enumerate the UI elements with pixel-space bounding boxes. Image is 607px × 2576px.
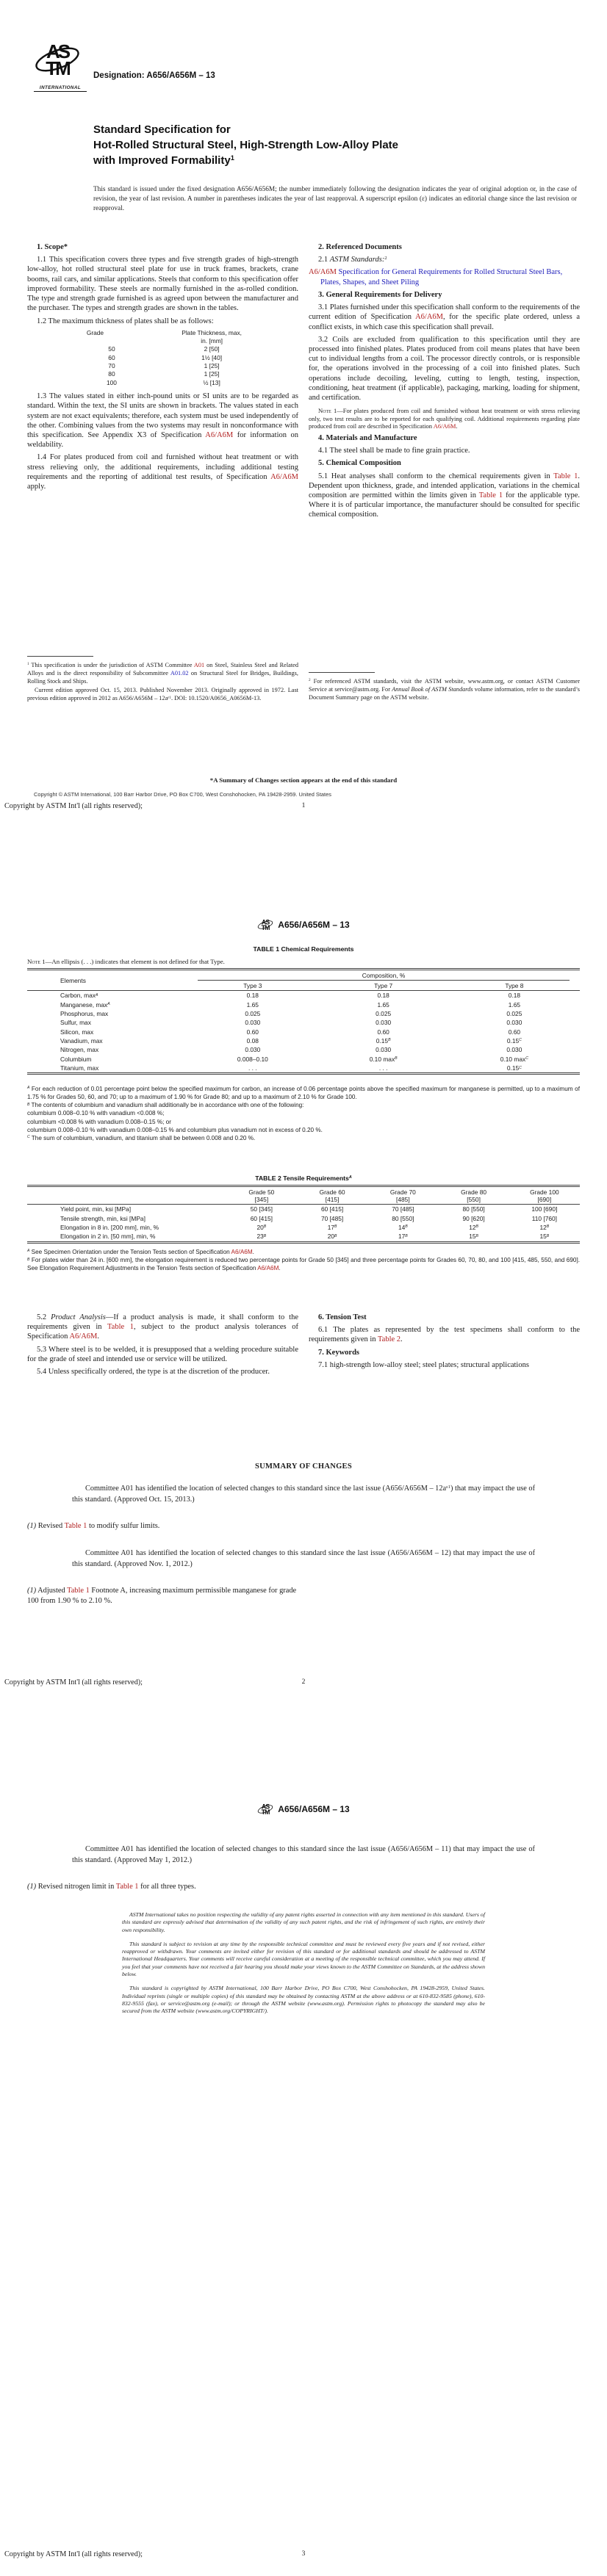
- table-cell: Silicon, max: [60, 1028, 94, 1036]
- table2-grade60-header: [297, 1186, 367, 1205]
- svg-text:AS: AS: [46, 40, 69, 62]
- table-row: [27, 1232, 580, 1242]
- table-cell: Columbium: [60, 1055, 92, 1063]
- svg-text:AS: AS: [262, 1803, 270, 1811]
- svg-text:TM: TM: [261, 1808, 270, 1816]
- table-cell: 0.60: [508, 1028, 521, 1036]
- table-cell: 1 [25]: [204, 362, 220, 370]
- table-cell: . . .: [248, 1064, 257, 1072]
- ref-link[interactable]: A6/A6M: [309, 268, 337, 277]
- composition-header-text: Composition, %: [198, 970, 570, 981]
- table1-type8-header: Type 8: [505, 981, 524, 989]
- text-segment: Committee A01 has identified the location of selected changes to this standard since the last issue (A656/A656M – 11) that may impact the use of this standard. (Approved May 1, 2012.): [72, 1845, 535, 1865]
- table-cell: 0.030: [376, 1019, 392, 1027]
- page2-header: [0, 917, 607, 932]
- legal-paragraph-revision: This standard is subject to revision at any time by the responsible technical committee and must be reviewed every five years and if not revised, either reapproved or withdrawn. Your comments are invited either for revision of this standard or for additional standards and should be addressed to ASTM International Headquarters. Your comments will receive careful consideration at a meeting of the responsible technical committee, which you may attend. If you feel that your comments have not received a fair hearing you should make your views known to the ASTM Committee on Standards, at the address shown below.: [122, 1940, 485, 1977]
- text-segment: A: [27, 1249, 30, 1254]
- text-segment: Product Analysis: [51, 1313, 106, 1321]
- title-line-1: Standard Specification for: [93, 123, 231, 136]
- text-segment: apply.: [27, 483, 46, 491]
- table-cell: $12^B$: [469, 1223, 478, 1231]
- ref-link[interactable]: A01: [193, 662, 205, 668]
- table-cell: $23^B$: [256, 1233, 267, 1241]
- table-row: [46, 379, 279, 387]
- table-cell: 70 [485]: [392, 1205, 414, 1213]
- grade-mpa: [690]: [537, 1195, 552, 1203]
- table-cell: $17^B$: [398, 1233, 408, 1241]
- text-segment: 2: [384, 255, 387, 261]
- table1-type3-header: Type 3: [243, 981, 262, 989]
- ref-link[interactable]: A6/A6M: [205, 431, 234, 440]
- grade-mpa: [550]: [467, 1195, 481, 1203]
- text-segment: For referenced ASTM standards, visit the ASTM website, www.astm.org, or contact ASTM Customer Service at service@astm.org. For: [309, 678, 580, 693]
- text-segment: ASTM Standards:: [329, 256, 385, 264]
- title-line-2: Hot-Rolled Structural Steel, High-Strength Low-Alloy Plate: [93, 139, 399, 151]
- table1-footnotes: [27, 1085, 580, 1142]
- ref-link[interactable]: Table 1: [115, 1883, 139, 1891]
- thickness-table-grade-header: Grade: [86, 328, 104, 336]
- table-cell: 1.65: [246, 1000, 259, 1009]
- table-cell: Vanadium, max: [60, 1037, 103, 1045]
- table-cell: Nitrogen, max: [60, 1046, 99, 1054]
- table-row: [46, 362, 279, 370]
- table-cell: $15^B$: [539, 1233, 550, 1241]
- note-1: [309, 407, 580, 430]
- text-segment: For each reduction of 0.01 percentage point below the specified maximum for carbon, an increase of 0.06 percentage points above the specified maximum for manganese is permitted, up to a maximum of 1.75 % for Grades 50, 60, and 70; up to a maximum of 1.90 % for Grade 80; and up to a maximum of 2.10 % for Grade 100.: [27, 1086, 580, 1101]
- text-segment: C: [27, 1135, 30, 1140]
- table-cell: 2 [50]: [204, 345, 220, 353]
- table-row: [27, 1036, 580, 1045]
- footnote-rule: [27, 656, 93, 657]
- table-row: [27, 1000, 580, 1009]
- paragraph-4-1: 4.1 The steel shall be made to fine grain practice.: [318, 447, 470, 455]
- text-segment: for information on weldability.: [27, 431, 298, 450]
- table-cell: 50 [345]: [250, 1205, 273, 1213]
- committee-note-2012: [72, 1548, 535, 1570]
- ref-link[interactable]: Table 1: [64, 1522, 87, 1530]
- page-number: 2: [301, 1678, 306, 1686]
- reference-a6: [309, 267, 580, 286]
- ref-link[interactable]: A6/A6M: [69, 1332, 98, 1341]
- referenced-documents-heading: 2. Referenced Documents: [318, 243, 402, 251]
- change-item-2013: [27, 1521, 301, 1531]
- table-cell: Titanium, max: [60, 1064, 99, 1072]
- table-cell: 0.60: [377, 1028, 389, 1036]
- table-row: [27, 1213, 580, 1222]
- page2-right-column: [309, 1313, 580, 1373]
- text-segment: with Improved Formability: [93, 154, 231, 167]
- text-segment: to modify sulfur limits.: [87, 1522, 160, 1530]
- table2-blank-header: [27, 1186, 226, 1205]
- ref-link[interactable]: A01.02: [170, 670, 189, 677]
- table-cell: $14^B$: [398, 1223, 408, 1231]
- svg-text:AS: AS: [262, 918, 270, 926]
- table2-footnotes: [27, 1248, 580, 1272]
- text-segment: Current edition approved Oct. 15, 2013. Published November 2013. Originally approved in 1972. Last previous edition approved in 2012 as A656/A656M – 12a: [27, 687, 298, 702]
- text-segment: (1): [27, 1587, 37, 1595]
- text-segment: This specification is under the jurisdiction of ASTM Committee: [29, 662, 194, 668]
- table-cell: 80 [550]: [392, 1214, 414, 1222]
- table-cell: Elongation in 2 in. [50 mm], min, %: [60, 1233, 156, 1241]
- table1-note: [27, 958, 580, 965]
- table-cell: ½ [13]: [203, 378, 220, 386]
- table-row: [27, 991, 580, 1000]
- paragraph-5-3: 5.3 Where steel is to be welded, it is presupposed that a welding procedure suitable for the grade of steel and intended use or service will be utilized.: [27, 1345, 298, 1363]
- grade-mpa: [345]: [254, 1195, 269, 1203]
- text-segment: Annual Book of ASTM Standards: [392, 686, 473, 693]
- header-designation: A656/A656M – 13: [278, 1804, 350, 1814]
- general-requirements-heading: 3. General Requirements for Delivery: [318, 290, 442, 299]
- astm-logo-icon: [257, 1802, 273, 1816]
- table-cell: Tensile strength, min, ksi [MPa]: [60, 1214, 146, 1222]
- text-segment: volume information, refer to the standard’s Document Summary page on the ASTM website.: [309, 686, 580, 701]
- paragraph-2-1: [309, 255, 580, 264]
- header-designation: A656/A656M – 13: [278, 920, 350, 930]
- table-cell: 0.030: [245, 1046, 261, 1054]
- table-row: [27, 1028, 580, 1036]
- table-row: [27, 1045, 580, 1054]
- table-row: [27, 1009, 580, 1018]
- table2-title: [0, 1175, 607, 1182]
- thickness-table-thickness-header: [144, 329, 279, 346]
- table1-footnote-b4: columbium 0.008–0.10 % with vanadium 0.008–0.15 % and columbium plus vanadium not in excess of 0.20 %.: [27, 1126, 323, 1133]
- paragraph-1-4: [27, 452, 298, 491]
- table-cell: 100 [690]: [531, 1205, 558, 1213]
- text-segment: B: [27, 1102, 30, 1107]
- astm-logo-icon: [257, 917, 273, 932]
- committee-note-2013: [72, 1483, 535, 1506]
- table-cell: 70: [108, 362, 115, 370]
- text-segment: Revised nitrogen limit in: [36, 1883, 116, 1891]
- page-number: 1: [301, 802, 306, 809]
- table-cell: $0.15^B$: [376, 1037, 391, 1045]
- table1-elements-header: Elements: [60, 976, 86, 984]
- paragraph-1-1: 1.1 This specification covers three types and five strength grades of high-strength low-alloy, hot rolled structural steel plate for use in truck frames, brackets, crane booms, rail cars, and similar applications. Steels that conform to this specification offer improved formability. These steels are normally furnished in the as-rolled condition. The type and strength grade furnished is as agreed upon between the manufacturer and the purchaser. The types and strength grades are shown in the tables.: [27, 256, 298, 313]
- page-2: [0, 859, 607, 1717]
- grade-label: Grade 60: [319, 1188, 345, 1196]
- legal-paragraph-copyright: This standard is copyrighted by ASTM International, 100 Barr Harbor Drive, PO Box C700, West Conshohocken, PA 19428-2959, United States. Individual reprints (single or multiple copies) of this standard may be obtained by contacting ASTM at the above address or at 610-832-9585 (phone), 610-832-9555 (fax), or service@astm.org (e-mail); or through the ASTM website (www.astm.org). Permission rights to photocopy the standard may also be secured from the ASTM website (www.astm.org/COPYRIGHT/).: [122, 1985, 485, 2015]
- page1-left-column: [27, 242, 298, 494]
- text-segment: B: [27, 1257, 30, 1262]
- paragraph-3-1: [309, 303, 580, 332]
- table-cell: 0.08: [246, 1037, 259, 1045]
- table-cell: $12^B$: [539, 1223, 550, 1231]
- paragraph-7-1: 7.1 high-strength low-alloy steel; steel plates; structural applications: [318, 1360, 529, 1369]
- table1-title: TABLE 1 Chemical Requirements: [253, 945, 354, 953]
- table-cell: 110 [760]: [531, 1214, 558, 1222]
- text-segment: Committee A01 has identified the location of selected changes to this standard since the last issue (A656/A656M – 12a: [85, 1484, 447, 1493]
- table2: [27, 1185, 580, 1244]
- ref-link[interactable]: Table 2: [378, 1335, 401, 1344]
- table-cell: 60 [415]: [250, 1214, 273, 1222]
- table-cell: Elongation in 8 in. [200 mm], min, %: [60, 1223, 159, 1231]
- text-segment: (1): [27, 1522, 37, 1530]
- text-segment: 1.3 The values stated in either inch-pound units or SI units are to be regarded as standard. Within the text, the SI units are shown in brackets. The values stated in each system are not exact equivalents; therefore, each system must be used independently of the other. Combining values from the two systems may result in nonconformance with this specification. See Appendix X3 of Specification: [27, 392, 298, 440]
- tension-test-heading: 6. Tension Test: [318, 1313, 367, 1321]
- table-cell: 1 [25]: [204, 370, 220, 378]
- title-line-3: [93, 153, 549, 168]
- table-cell: 0.030: [245, 1019, 261, 1027]
- table-row: [27, 1064, 580, 1074]
- paragraph-5-1: [309, 472, 580, 520]
- table2-grade70-header: [367, 1186, 438, 1205]
- svg-text:TM: TM: [46, 57, 69, 79]
- document-title: [93, 122, 549, 168]
- footnote-1: [27, 661, 298, 685]
- table-cell: $20^B$: [256, 1223, 267, 1231]
- table-cell: Manganese, $\max^A$: [60, 1000, 110, 1009]
- text-segment: .: [252, 1249, 254, 1255]
- table-cell: 0.025: [506, 1009, 522, 1017]
- text-segment: , subject to the product analysis tolerances of Specification: [27, 1323, 298, 1341]
- change-item-2012: [27, 1586, 301, 1606]
- text-segment: Note 1—: [27, 958, 52, 965]
- table-cell: Phosphorus, max: [60, 1009, 109, 1017]
- table-row: [27, 1223, 580, 1232]
- table1-footnote-b1: [27, 1101, 580, 1109]
- text-segment: Committee A01 has identified the location of selected changes to this standard since the last issue (A656/A656M – 12) that may impact the use of this standard. (Approved Nov. 1, 2012.): [72, 1549, 535, 1569]
- paragraph-1-2: 1.2 The maximum thickness of plates shall be as follows:: [37, 317, 214, 325]
- table-cell: 100: [106, 378, 117, 386]
- text-segment: 1: [230, 154, 234, 162]
- table-cell: 60 [415]: [320, 1205, 344, 1213]
- table-cell: Sulfur, max: [60, 1019, 91, 1027]
- text-segment: 1: [27, 662, 29, 667]
- table1-footnote-b3: columbium <0.008 % with vanadium 0.008–0.15 %; or: [27, 1118, 171, 1125]
- text-segment: See Specimen Orientation under the Tension Tests section of Specification: [29, 1249, 231, 1255]
- text-segment: for the applicable type. Where it is of particular importance, the manufacturer should be consulted for specific chemical composition.: [309, 491, 580, 519]
- grade-label: Grade 80: [461, 1188, 487, 1196]
- table-row: [27, 1018, 580, 1027]
- paragraph-1-3: [27, 392, 298, 450]
- chemical-composition-heading: 5. Chemical Composition: [318, 459, 401, 468]
- text-segment: For plates produced from coil and furnished without heat treatment or with stress relieving only, two test results are to be reported for each qualifying coil. Additional requirements regarding plate produced from coil are described in Specification: [309, 407, 581, 430]
- paragraph-3-2: 3.2 Coils are excluded from qualification to this specification until they are processed into finished plates. Plates produced from coil means plates that have been cut to individual lengths from a coil. The processor directly controls, or is responsible for, the operations involved in the processing of a coil into finished plates. Such operations include decoiling, leveling, cutting to length, testing, inspection, conditioning, heat treatment (if applicable), packaging, marking, loading for shipment, and certification.: [309, 335, 580, 403]
- designation: Designation: A656/A656M – 13: [93, 71, 215, 80]
- text-segment: An ellipsis (. . .) indicates that element is not defined for that Type.: [51, 958, 225, 965]
- text-segment: 1.4 For plates produced from coil and furnished without heat treatment or with stress relieving only, the additional requirements, including additional testing requirements and the reporting of additional test results, of Specification: [27, 453, 298, 481]
- table2-footnote-b: [27, 1256, 580, 1272]
- paragraph-6-1: [309, 1325, 580, 1344]
- text-segment: .: [97, 1332, 99, 1341]
- ref-link[interactable]: Table 1: [478, 491, 503, 499]
- ref-link[interactable]: Table 1: [67, 1587, 90, 1595]
- paragraph-5-4: 5.4 Unless specifically ordered, the type is at the discretion of the producer.: [37, 1368, 270, 1377]
- text-segment: .: [456, 422, 458, 430]
- table-cell: 60: [108, 353, 115, 361]
- table-cell: 0.030: [376, 1046, 392, 1054]
- svg-text:TM: TM: [261, 924, 270, 932]
- text-segment: .: [401, 1335, 403, 1344]
- astm-logo-icon: [34, 38, 81, 81]
- table1-footnote-b2: columbium 0.008–0.10 % with vanadium <0.008 %;: [27, 1110, 165, 1117]
- grade-label: Grade 50: [248, 1188, 275, 1196]
- table1-type7-header: Type 7: [374, 981, 393, 989]
- table-cell: $17^B$: [327, 1223, 337, 1231]
- footnote-2-block: [309, 672, 580, 702]
- ref-link[interactable]: A6/A6M: [257, 1265, 279, 1272]
- table2-grade80-header: [438, 1186, 509, 1205]
- table-cell: 80 [550]: [462, 1205, 485, 1213]
- table-cell: 0.60: [246, 1028, 259, 1036]
- paragraph-5-2: [27, 1313, 298, 1342]
- text-segment: 2.1: [318, 256, 330, 264]
- issued-note: This standard is issued under the fixed designation A656/A656M; the number immediately following the designation indicates the year of original adoption or, in the case of revision, the year of last revision. A number in parentheses indicates the year of last reapproval. A superscript epsilon (ε) indicates an editorial change since the last revision or reapproval.: [93, 186, 577, 213]
- table-row: [27, 1055, 580, 1064]
- table1-footnote-c: [27, 1134, 580, 1142]
- ref-link[interactable]: A6/A6M: [231, 1249, 253, 1255]
- text-segment: A: [27, 1086, 30, 1091]
- text-segment: A: [348, 1175, 352, 1180]
- legal-disclaimer-block: [122, 1911, 485, 2021]
- page-1: [0, 0, 607, 859]
- text-segment: (1): [27, 1883, 37, 1891]
- footnote-rule: [309, 672, 375, 673]
- ref-link[interactable]: Specification for General Requirements for Rolled Structural Steel Bars, Plates, Shapes, and Sheet Piling: [320, 268, 563, 286]
- table-cell: . . .: [378, 1064, 388, 1072]
- astm-logo-international-label: INTERNATIONAL: [34, 85, 87, 92]
- text-segment: for all three types.: [138, 1883, 196, 1891]
- text-segment: The contents of columbium and vanadium shall additionally be in accordance with one of the following:: [29, 1102, 304, 1109]
- page-3: [0, 1717, 607, 2576]
- table2-grade50-header: [226, 1186, 297, 1205]
- table-row: [46, 345, 279, 353]
- text-segment: . Dependent upon thickness, grade, and intended application, variations in the chemical composition are permitted within the limits given in: [309, 472, 580, 499]
- grade-label: Grade 70: [389, 1188, 416, 1196]
- text-segment: Adjusted: [36, 1587, 68, 1595]
- table-cell: 0.025: [245, 1009, 261, 1017]
- text-segment: TABLE 2 Tensile Requirements: [255, 1175, 349, 1182]
- text-segment: 3.1 Plates furnished under this specification shall conform to the requirements of the current edition of Specification: [309, 303, 580, 322]
- thickness-table: [46, 329, 279, 387]
- page1-right-column: [309, 242, 580, 523]
- table-cell: $15^B$: [469, 1233, 478, 1241]
- copyright-stamp: Copyright by ASTM Int'l (all rights reserved);: [4, 2550, 143, 2558]
- table-cell: 80: [108, 370, 115, 378]
- table-cell: 0.025: [376, 1009, 392, 1017]
- grade-mpa: [485]: [396, 1195, 410, 1203]
- footnote-1-block: [27, 656, 298, 704]
- change-item-2011: [27, 1882, 301, 1892]
- text-segment: ε1: [446, 1484, 450, 1490]
- table-cell: 0.10 $\max^B$: [369, 1055, 398, 1063]
- table-cell: 0.030: [506, 1019, 522, 1027]
- table-cell: 70 [485]: [320, 1214, 344, 1222]
- text-segment: ε1: [168, 695, 171, 700]
- text-segment: Note 1—: [318, 407, 343, 415]
- text-segment: For plates wider than 24 in. [600 mm], the elongation requirement is reduced two percentage points for Grade 50 [345] and three percentage points for Grades 60, 70, 80, and 100 [415, 485, 550, and 690]. See Elongation Requirement Adjustments in the Tension Tests section of Specification: [27, 1257, 580, 1272]
- table1-composition-header: [187, 970, 580, 981]
- text-segment: , for the specific plate ordered, unless a conflict exists, in which case this specification shall prevail.: [309, 313, 580, 331]
- text-segment: 6.1 The plates as represented by the test specimens shall conform to the requirements given in: [309, 1326, 580, 1344]
- astm-logo: [34, 38, 87, 92]
- ref-link[interactable]: A6/A6M: [415, 313, 444, 322]
- keywords-heading: 7. Keywords: [318, 1348, 359, 1357]
- text-segment: The sum of columbium, vanadium, and titanium shall be between 0.008 and 0.20 %.: [29, 1134, 256, 1141]
- text-segment: 5.1 Heat analyses shall conform to the chemical requirements given in: [318, 472, 554, 480]
- footnote-2: [309, 677, 580, 701]
- table-cell: 1½ [40]: [201, 353, 223, 361]
- ref-link[interactable]: A6/A6M: [433, 422, 456, 430]
- materials-heading: 4. Materials and Manufacture: [318, 433, 417, 442]
- table-cell: 90 [620]: [462, 1214, 485, 1222]
- page-number: 3: [301, 2550, 306, 2558]
- table-cell: 0.008–0.10: [237, 1055, 268, 1063]
- table1-footnote-a: [27, 1085, 580, 1101]
- text-segment: on Steel, Stainless Steel and Related Alloys and is the direct responsibility of Subcommittee: [27, 662, 298, 677]
- table-cell: $20^B$: [327, 1233, 337, 1241]
- text-segment: Footnote A, increasing maximum permissible manganese for grade 100 from 1.90 % to 2.10 %.: [27, 1587, 297, 1605]
- thickness-header-line1: Plate Thickness, max,: [182, 328, 243, 336]
- copyright-address: Copyright © ASTM International, 100 Barr Harbor Drive, PO Box C700, West Conshohocken, PA 19428-2959. United States: [34, 791, 331, 798]
- table-cell: Carbon, $\max^A$: [60, 992, 98, 1000]
- scope-heading: 1. Scope*: [37, 243, 68, 251]
- text-segment: on Structural Steel for Bridges, Buildings, Rolling Stock and Ships.: [27, 670, 298, 685]
- table-cell: 1.65: [508, 1000, 521, 1009]
- table-cell: 0.10 $\max^C$: [500, 1055, 528, 1063]
- table-cell: 50: [108, 345, 115, 353]
- grade-label: Grade 100: [530, 1188, 559, 1196]
- text-segment: ) that may impact the use of this standard. (Approved Oct. 15, 2013.): [72, 1484, 535, 1504]
- text-segment: .: [279, 1265, 281, 1272]
- table-cell: $0.15^C$: [506, 1064, 522, 1072]
- text-segment: Revised: [36, 1522, 65, 1530]
- footnote-1b: [27, 686, 298, 702]
- table-cell: 1.65: [377, 1000, 389, 1009]
- table-row: [27, 1205, 580, 1214]
- table2-grade100-header: [509, 1186, 580, 1205]
- table-cell: 0.030: [506, 1046, 522, 1054]
- text-segment: 5.2: [37, 1313, 51, 1321]
- table-cell: $0.15^C$: [506, 1037, 522, 1045]
- committee-note-2011: [72, 1844, 535, 1866]
- text-segment: —If a product analysis is made, it shall conform to the requirements given in: [27, 1313, 298, 1332]
- summary-star-line: *A Summary of Changes section appears at the end of this standard: [209, 776, 398, 784]
- page2-left-column: [27, 1313, 298, 1379]
- text-segment: . DOI: 10.1520/A0656_A0656M-13.: [170, 695, 262, 702]
- page3-header: [0, 1802, 607, 1816]
- table-row: [46, 354, 279, 362]
- table1: [27, 968, 580, 1075]
- thickness-header-line2: in. [mm]: [201, 337, 223, 345]
- text-segment: 2: [309, 678, 311, 683]
- ref-link[interactable]: A6/A6M: [270, 472, 298, 481]
- table-cell: 0.18: [508, 992, 521, 1000]
- copyright-stamp: Copyright by ASTM Int'l (all rights reserved);: [4, 802, 143, 810]
- ref-link[interactable]: Table 1: [107, 1323, 134, 1332]
- copyright-stamp: Copyright by ASTM Int'l (all rights reserved);: [4, 1678, 143, 1686]
- table-cell: Yield point, min, ksi [MPa]: [60, 1205, 132, 1213]
- ref-link[interactable]: Table 1: [553, 472, 578, 480]
- table-cell: 0.18: [246, 992, 259, 1000]
- table2-footnote-a: [27, 1248, 580, 1256]
- grade-mpa: [415]: [325, 1195, 340, 1203]
- legal-paragraph-patents: ASTM International takes no position respecting the validity of any patent rights asserted in connection with any item mentioned in this standard. Users of this standard are expressly advised that determination of the validity of any such patent rights, and the risk of infringement of such rights, are entirely their own responsibility.: [122, 1911, 485, 1933]
- table-cell: 0.18: [377, 992, 389, 1000]
- summary-of-changes-heading: SUMMARY OF CHANGES: [255, 1462, 352, 1471]
- table-row: [46, 370, 279, 378]
